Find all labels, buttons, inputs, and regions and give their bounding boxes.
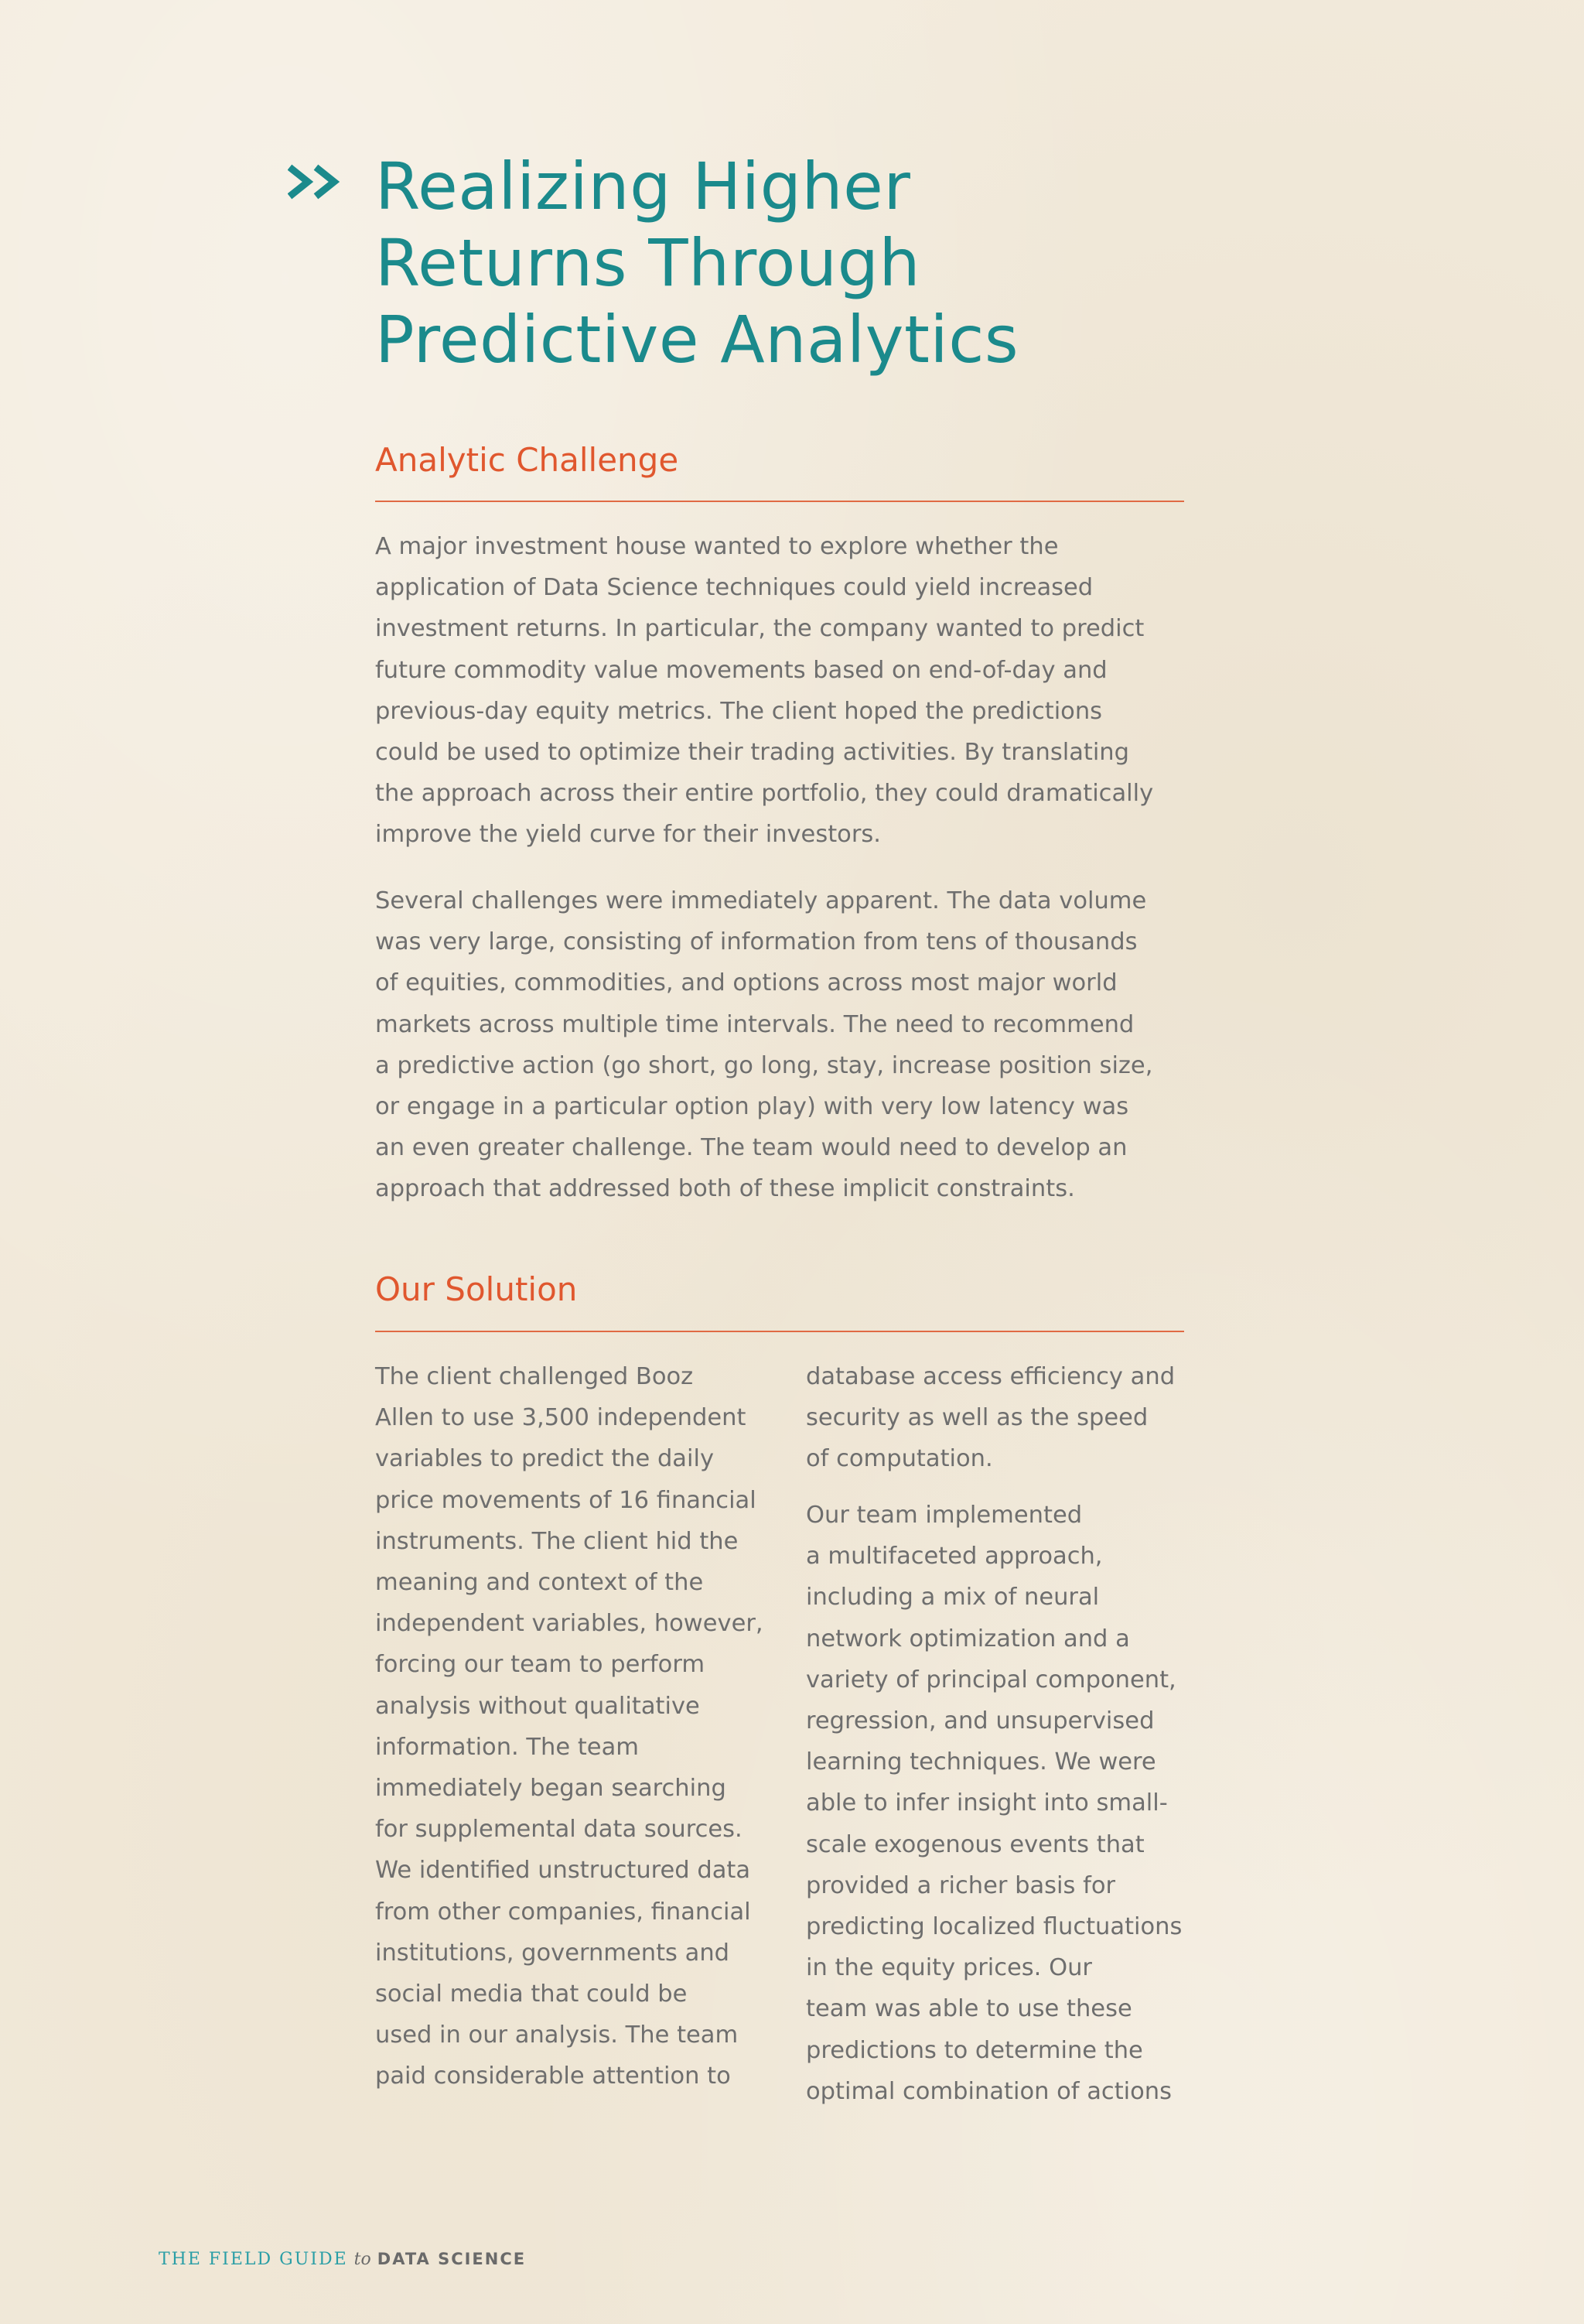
text-line: was very large, consisting of information from tens of thousands [375,928,1138,956]
text-line: an even greater challenge. The team would need to develop an [375,1134,1128,1162]
text-line: variety of principal component, [806,1666,1176,1693]
double-chevron-right-icon [288,159,350,205]
title-line: Realizing Higher [375,149,911,224]
text-line: instruments. The client hid the [375,1527,739,1555]
solution-right-paragraph-1 [806,1356,1175,1480]
text-line: provided a richer basis for [806,1871,1116,1899]
text-line: the approach across their entire portfolio, they could dramatically [375,780,1154,808]
text-line: of equities, commodities, and options across most major world [375,969,1118,997]
text-line: for supplemental data sources. [375,1816,742,1844]
text-line: previous-day equity metrics. The client hoped the predictions [375,697,1103,725]
text-line: variables to predict the daily [375,1445,714,1473]
text-line: markets across multiple time intervals. The need to recommend [375,1010,1135,1038]
text-line: a predictive action (go short, go long, stay, increase position size, [375,1051,1153,1079]
text-line: information. The team [375,1733,639,1761]
text-line: investment returns. In particular, the company wanted to predict [375,615,1145,643]
text-line: Several challenges were immediately apparent. The data volume [375,887,1147,914]
text-line: future commodity value movements based on end-of-day and [375,656,1108,684]
text-line: forcing our team to perform [375,1651,705,1679]
text-line: regression, and unsupervised [806,1707,1155,1735]
solution-right-paragraph-2 [806,1495,1182,2112]
page-title [375,149,1303,378]
text-line: team was able to use these [806,1995,1132,2023]
title-line: Predictive Analytics [375,302,1019,378]
page-footer [159,2247,526,2271]
footer-connector: to [353,2250,371,2269]
text-line: network optimization and a [806,1625,1130,1652]
text-line: optimal combination of actions [806,2077,1173,2105]
text-line: in the equity prices. Our [806,1954,1092,1982]
text-line: immediately began searching [375,1775,726,1803]
text-line: predicting localized fluctuations [806,1913,1183,1941]
text-line: from other companies, financial [375,1898,751,1926]
text-line: application of Data Science techniques could yield increased [375,574,1094,602]
text-line: database access efficiency and [806,1363,1176,1390]
text-line: meaning and context of the [375,1569,704,1597]
challenge-paragraph-2 [375,880,1152,1210]
footer-guide-title: THE FIELD GUIDE [159,2250,348,2269]
text-line: social media that could be [375,1981,688,2008]
text-line: improve the yield curve for their investors. [375,821,881,849]
analytic-challenge-heading: Analytic Challenge [375,441,679,479]
text-line: predictions to determine the [806,2036,1143,2064]
text-line: approach that addressed both of these implicit constraints. [375,1175,1075,1203]
text-line: independent variables, however, [375,1610,763,1638]
title-line: Returns Through [375,225,921,301]
solution-left-column [375,1356,763,2097]
text-line: A major investment house wanted to explore whether the [375,533,1059,560]
text-line: could be used to optimize their trading activities. By translating [375,739,1130,767]
text-line: Our team implemented [806,1502,1083,1529]
text-line: The client challenged Booz [375,1363,694,1390]
text-line: security as well as the speed [806,1404,1149,1432]
text-line: used in our analysis. The team [375,2022,739,2049]
text-line: analysis without qualitative [375,1692,700,1720]
section-divider [375,501,1184,502]
text-line: including a mix of neural [806,1584,1100,1611]
section-divider [375,1331,1184,1332]
text-line: price movements of 16 financial [375,1486,756,1514]
text-line: a multifaceted approach, [806,1543,1103,1570]
text-line: We identified unstructured data [375,1857,751,1885]
text-line: Allen to use 3,500 independent [375,1404,746,1432]
text-line: institutions, governments and [375,1939,730,1967]
text-line: or engage in a particular option play) with very low latency was [375,1093,1129,1121]
challenge-paragraph-1 [375,526,1153,856]
text-line: scale exogenous events that [806,1830,1145,1858]
text-line: of computation. [806,1445,993,1473]
text-line: paid considerable attention to [375,2063,731,2090]
our-solution-heading: Our Solution [375,1270,578,1308]
text-line: learning techniques. We were [806,1748,1156,1776]
footer-subject: DATA SCIENCE [377,2250,527,2268]
text-line: able to infer insight into small- [806,1789,1168,1817]
